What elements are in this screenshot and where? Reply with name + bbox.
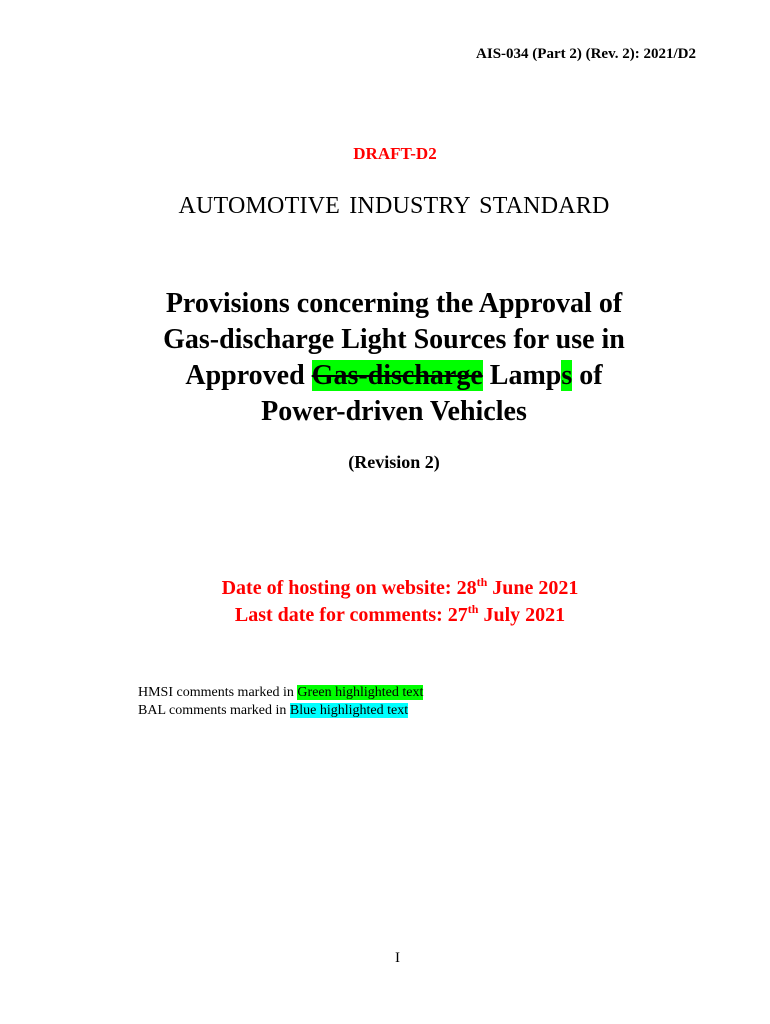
title-line-1: Provisions concerning the Approval of [165,288,623,319]
hosting-date [0,575,770,602]
title-text: of [572,360,603,391]
title-line-3 [0,358,770,394]
document-id: AIS-034 (Part 2) (Rev. 2): 2021/D2 [476,46,696,62]
comments-deadline [0,602,770,629]
green-highlight-sample: Green highlighted text [297,685,424,700]
ordinal-suffix: th [467,602,479,616]
blue-highlight-sample: Blue highlighted text [289,703,409,718]
comments-deadline-text: Last date for comments: 27 [234,604,468,626]
highlighted-text: s [561,360,573,391]
bal-comments-note [138,702,423,720]
draft-label: DRAFT-D2 [353,144,437,163]
title-text: Approved [185,360,312,391]
comments-deadline-month: July 2021 [478,604,566,626]
dates-block [0,575,770,629]
standard-heading: AUTOMOTIVE INDUSTRY STANDARD [178,193,610,219]
page-number: I [395,950,400,966]
hosting-date-month: June 2021 [487,577,579,599]
hosting-date-text: Date of hosting on website: 28 [221,577,477,599]
struck-highlighted-text: Gas-discharge [311,360,483,391]
hmsi-note-text: HMSI comments marked in [138,685,298,700]
document-title [0,286,770,430]
hmsi-comments-note [138,684,423,702]
title-line-4: Power-driven Vehicles [261,396,527,427]
comments-legend [138,684,423,720]
ordinal-suffix: th [476,575,488,589]
title-line-2: Gas-discharge Light Sources for use in [163,324,625,355]
revision-label: (Revision 2) [348,452,440,472]
bal-note-text: BAL comments marked in [138,703,290,718]
title-text: Lamp [482,360,562,391]
